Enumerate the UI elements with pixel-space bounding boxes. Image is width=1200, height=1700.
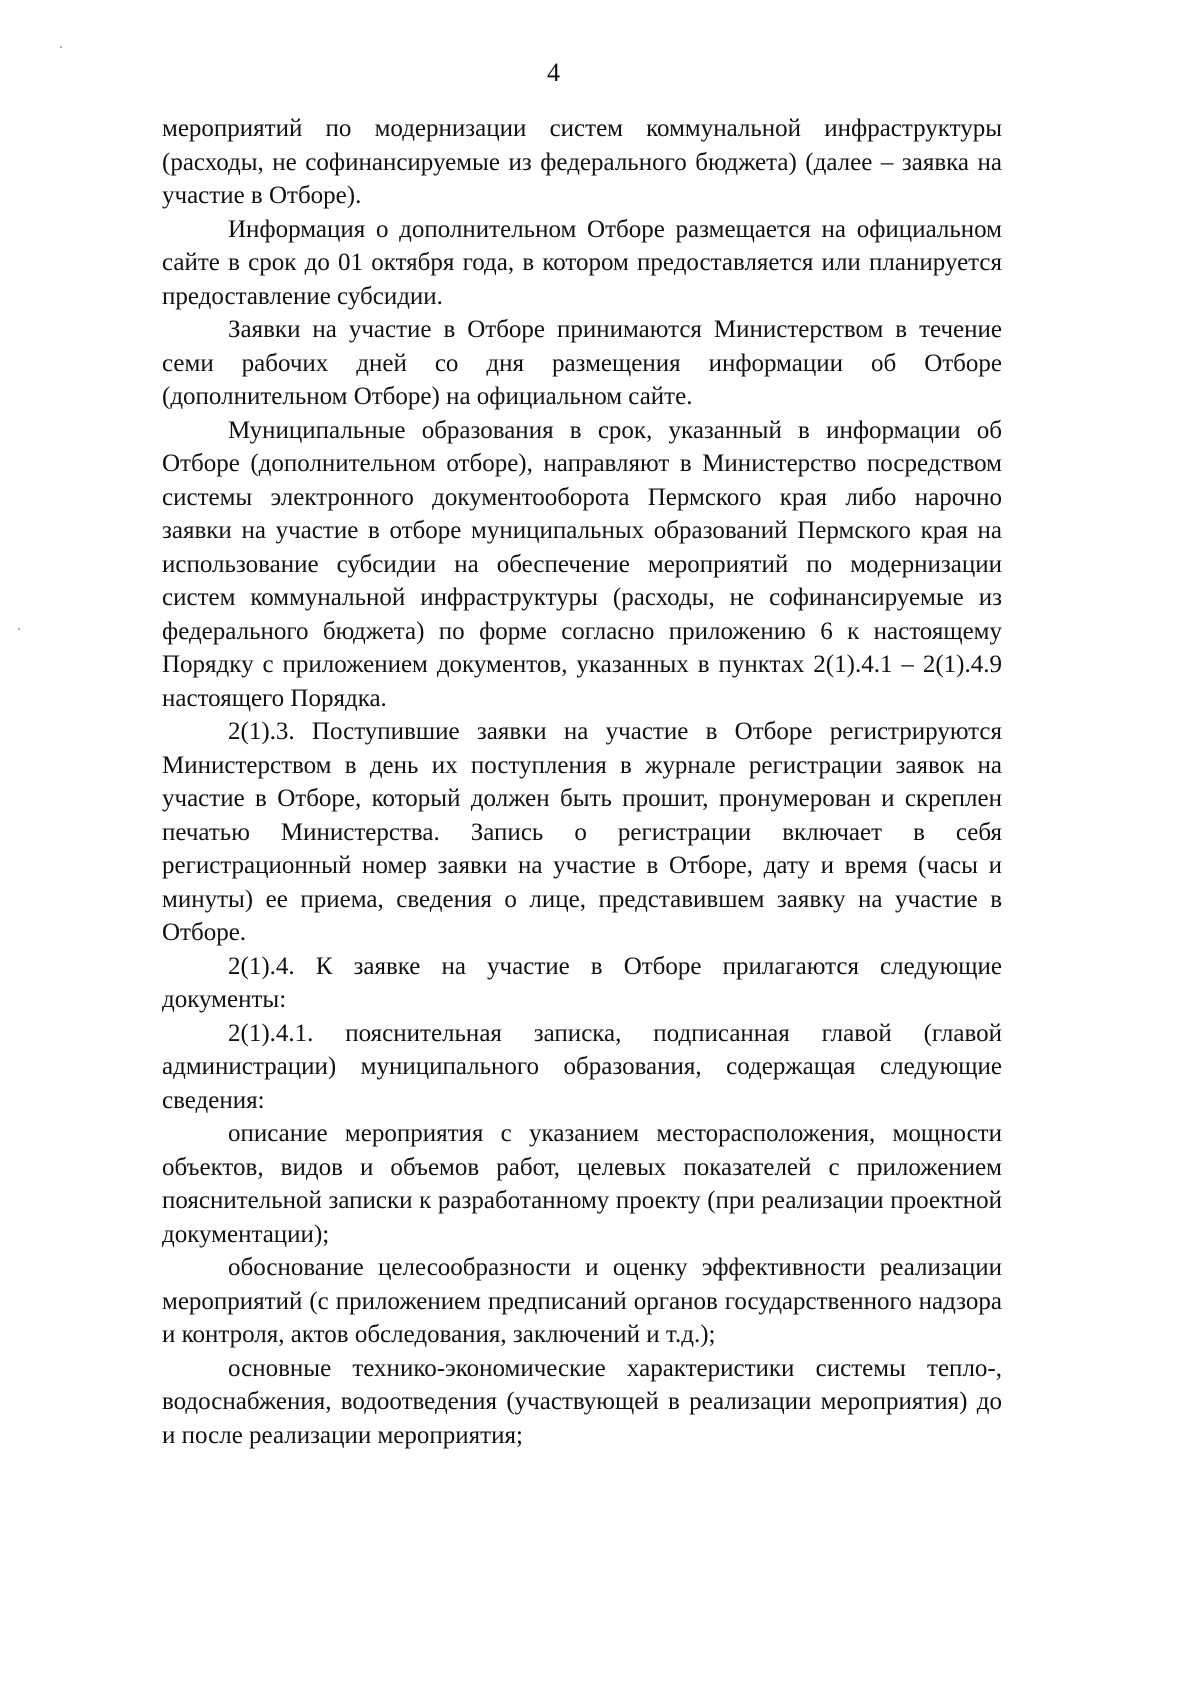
list-item-measure-description: описание мероприятия с указанием месторасположения, мощности объектов, видов и объемов работ, целевых показателей с приложением пояснительной записки к разработанному проекту (при реализации проектной документации); <box>162 1120 1002 1248</box>
page-number: 4 <box>547 58 560 87</box>
paragraph-2-1-3-registration: 2(1).3. Поступившие заявки на участие в Отборе регистрируются Министерством в день их поступления в журнале регистрации заявок на участие в Отборе, который должен быть прошит, пронумерован и скреплен печатью Министерства. Запись о регистрации включает в себя регистрационный номер заявки на участие в Отборе, дату и время (часы и минуты) ее приема, сведения о лице, представившем заявку на участие в Отборе. <box>162 718 1002 946</box>
paragraph-additional-selection-info: Информация о дополнительном Отборе размещается на официальном сайте в срок до 01 октября года, в котором предоставляется или планируется предоставление субсидии. <box>162 215 1002 310</box>
paragraph-2-1-4-1-explanatory-note: 2(1).4.1. пояснительная записка, подписанная главой (главой администрации) муниципального образования, содержащая следующие сведения: <box>162 1019 1002 1114</box>
paragraph-municipal-submission: Муниципальные образования в срок, указанный в информации об Отборе (дополнительном отборе), направляют в Министерство посредством системы электронного документооборота Пермского края либо нарочно заявки на участие в отборе муниципальных образований Пермского края на использование субсидии на обеспечение мероприятий по модернизации систем коммунальной инфраструктуры (расходы, не софинансируемые из федерального бюджета) по форме согласно приложению 6 к настоящему Порядку с приложением документов, указанных в пунктах 2(1).4.1 – 2(1).4.9 настоящего Порядка. <box>162 416 1002 712</box>
paragraph-continuation: мероприятий по модернизации систем коммунальной инфраструктуры (расходы, не софинансируемые из федерального бюджета) (далее – заявка на участие в Отборе). <box>162 115 1002 209</box>
list-item-justification: обоснование целесообразности и оценку эффективности реализации мероприятий (с приложением предписаний органов государственного надзора и контроля, актов обследования, заключений и т.д.); <box>162 1254 1002 1348</box>
scan-speck <box>18 628 20 630</box>
list-item-technical-characteristics: основные технико-экономические характеристики системы тепло-, водоснабжения, водоотведения (участвующей в реализации мероприятия) до и после реализации мероприятия; <box>162 1354 1002 1449</box>
document-body <box>162 112 1002 1452</box>
paragraph-2-1-4-documents: 2(1).4. К заявке на участие в Отборе прилагаются следующие документы: <box>162 952 1002 1013</box>
scan-speck <box>60 46 62 48</box>
paragraph-application-acceptance: Заявки на участие в Отборе принимаются Министерством в течение семи рабочих дней со дня размещения информации об Отборе (дополнительном Отборе) на официальном сайте. <box>162 316 1002 410</box>
